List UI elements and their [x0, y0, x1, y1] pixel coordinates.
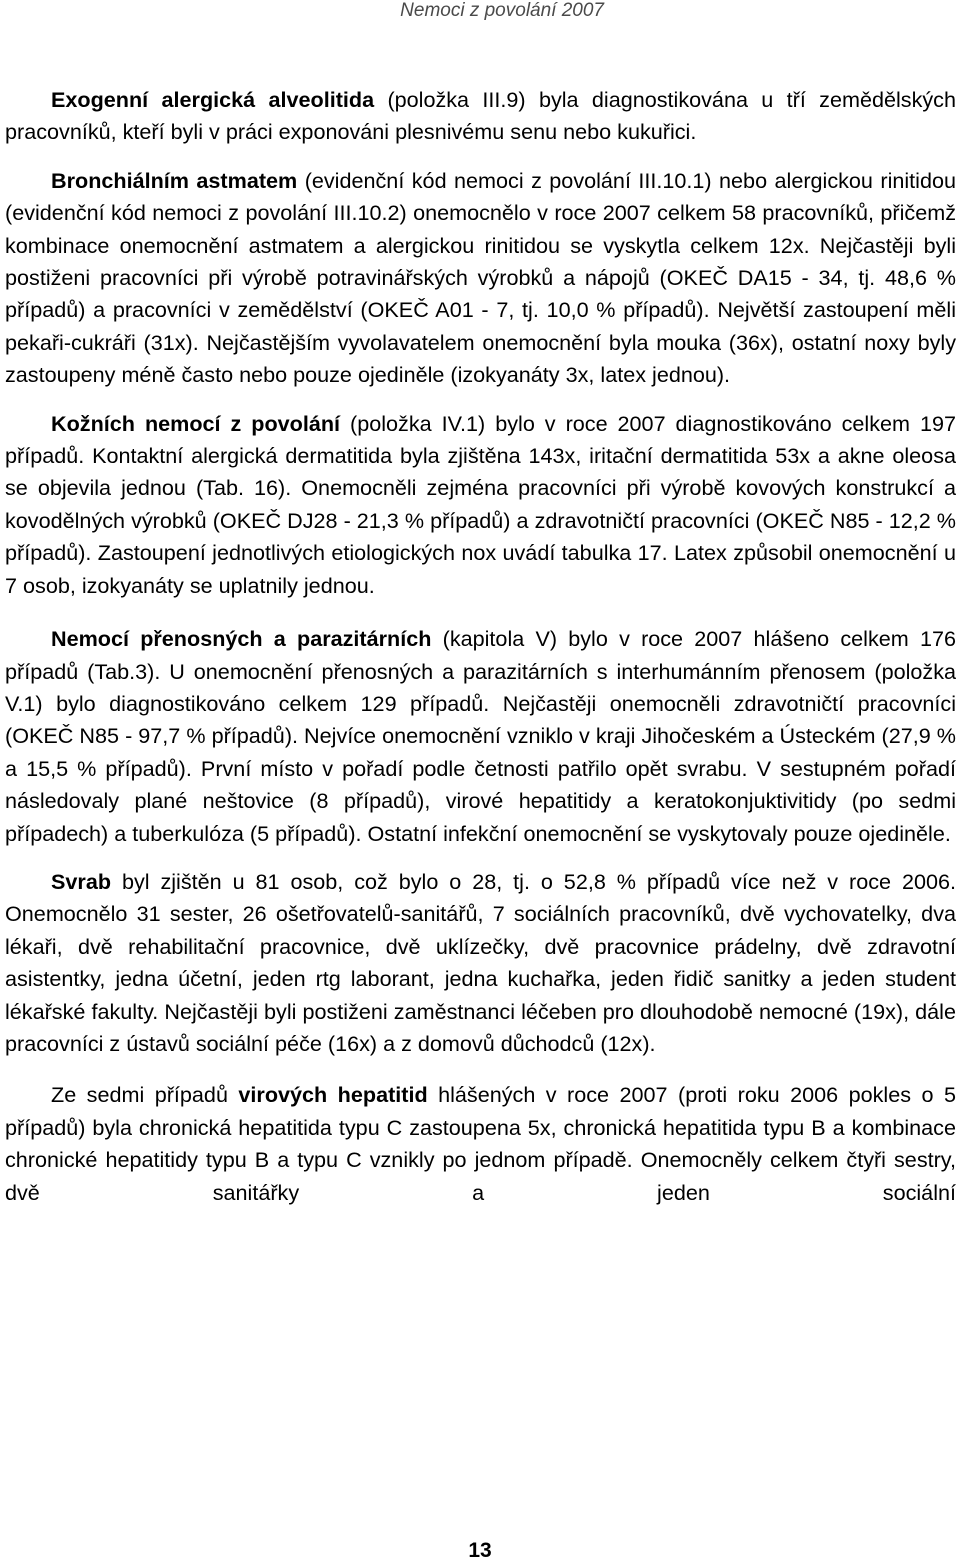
paragraph-viral-hepatitis: [5, 1079, 956, 1209]
paragraph-text: (evidenční kód nemoci z povolání III.10.1) nebo alergickou rinitidou (evidenční kód nemoci z povolání III.10.2) onemocnělo v roce 2007 celkem 58 pracovníků, přičemž kombinace onemocnění astmatem a alergickou rinitidou se vyskytla celkem 12x. Nejčastěji byli postiženi pracovníci při výrobě potravinářských výrobků a nápojů (OKEČ DA15 - 34, tj. 48,6 % případů) a pracovníci v zemědělství (OKEČ A01 - 7, tj. 10,0 % případů). Největší zastoupení měli pekaři-cukráři (31x). Nejčastějším vyvolavatelem onemocnění byla mouka (36x), ostatní noxy byly zastoupeny méně často nebo pouze ojediněle (izokyanáty 3x, latex jednou).: [5, 167, 957, 388]
paragraph-heading: Svrab: [51, 868, 112, 894]
paragraph-heading: virových hepatitid: [238, 1082, 428, 1108]
paragraph-scabies: [5, 866, 956, 1060]
paragraph-text: Ze sedmi případů: [51, 1082, 239, 1108]
paragraph-heading: Nemocí přenosných a parazitárních: [51, 626, 432, 652]
paragraph-skin-diseases: [5, 408, 956, 602]
paragraph-heading: Kožních nemocí z povolání: [51, 410, 341, 436]
paragraph-infectious-diseases: [5, 623, 956, 850]
paragraph-exogenous-alveolitis: [5, 84, 956, 149]
paragraph-text: hlášených v roce 2007 (proti roku 2006 pokles o 5 případů) byla chronická hepatitida typu C zastoupena 5x, chronická hepatitida typu B a kombinace chronické hepatitidy typu B a typu C vznikly po jednom případě. Onemocněly celkem čtyři sestry, dvě sanitářky a jeden sociální: [5, 1082, 956, 1205]
paragraph-text: (položka III.9) byla diagnostikována u tří zemědělských pracovníků, kteří byli v práci exponováni plesnivému senu nebo kukuřici.: [5, 87, 956, 145]
paragraph-text: byl zjištěn u 81 osob, což bylo o 28, tj. o 52,8 % případů více než v roce 2006. Onemocnělo 31 sester, 26 ošetřovatelů-sanitářů, 7 sociálních pracovníků, dvě vychovatelky, dva lékaři, dvě rehabilitační pracovnice, dvě uklízečky, dvě pracovnice prádelny, dvě zdravotní asistentky, jedna účetní, jeden rtg laborant, jedna kuchařka, jeden řidič sanitky a jeden student lékařské fakulty. Nejčastěji byli postiženi zaměstnanci léčeben pro dlouhodobě nemocné (19x), dále pracovníci z ústavů sociální péče (16x) a z domovů důchodců (12x).: [5, 868, 956, 1056]
paragraph-text: (kapitola V) bylo v roce 2007 hlášeno celkem 176 případů (Tab.3). U onemocnění přenosných a parazitárních s interhumánním přenosem (položka V.1) bylo diagnostikováno celkem 129 případů. Nejčastěji onemocněli zdravotničtí pracovníci (OKEČ N85 - 97,7 % případů). Nejvíce onemocnění vzniklo v kraji Jihočeském a Ústeckém (27,9 % a 15,5 % případů). První místo v pořadí podle četnosti patřilo opět svrabu. V sestupném pořadí následovaly plané neštovice (8 případů), virové hepatitidy a keratokonjuktivitidy (po sedmi případech) a tuberkulóza (5 případů). Ostatní infekční onemocnění se vyskytovaly pouze ojediněle.: [5, 626, 956, 846]
paragraph-bronchial-asthma: [5, 165, 956, 392]
paragraph-heading: Bronchiálním astmatem: [51, 167, 298, 193]
running-header-title: Nemoci z povolání 2007: [400, 0, 604, 21]
paragraph-heading: Exogenní alergická alveolitida: [51, 87, 375, 112]
paragraph-text: (položka IV.1) bylo v roce 2007 diagnostikováno celkem 197 případů. Kontaktní alergická dermatitida byla zjištěna 143x, iritační dermatitida 53x a akne oleosa se objevila jednou (Tab. 16). Onemocněli zejména pracovníci při výrobě kovových konstrukcí a kovodělných výrobků (OKEČ DJ28 - 21,3 % případů) a zdravotničtí pracovníci (OKEČ N85 - 12,2 % případů). Zastoupení jednotlivých etiologických nox uvádí tabulka 17. Latex způsobil onemocnění u 7 osob, izokyanáty se uplatnily jednou.: [5, 410, 956, 598]
page-number: 13: [468, 1539, 492, 1562]
document-body: [5, 84, 956, 1225]
